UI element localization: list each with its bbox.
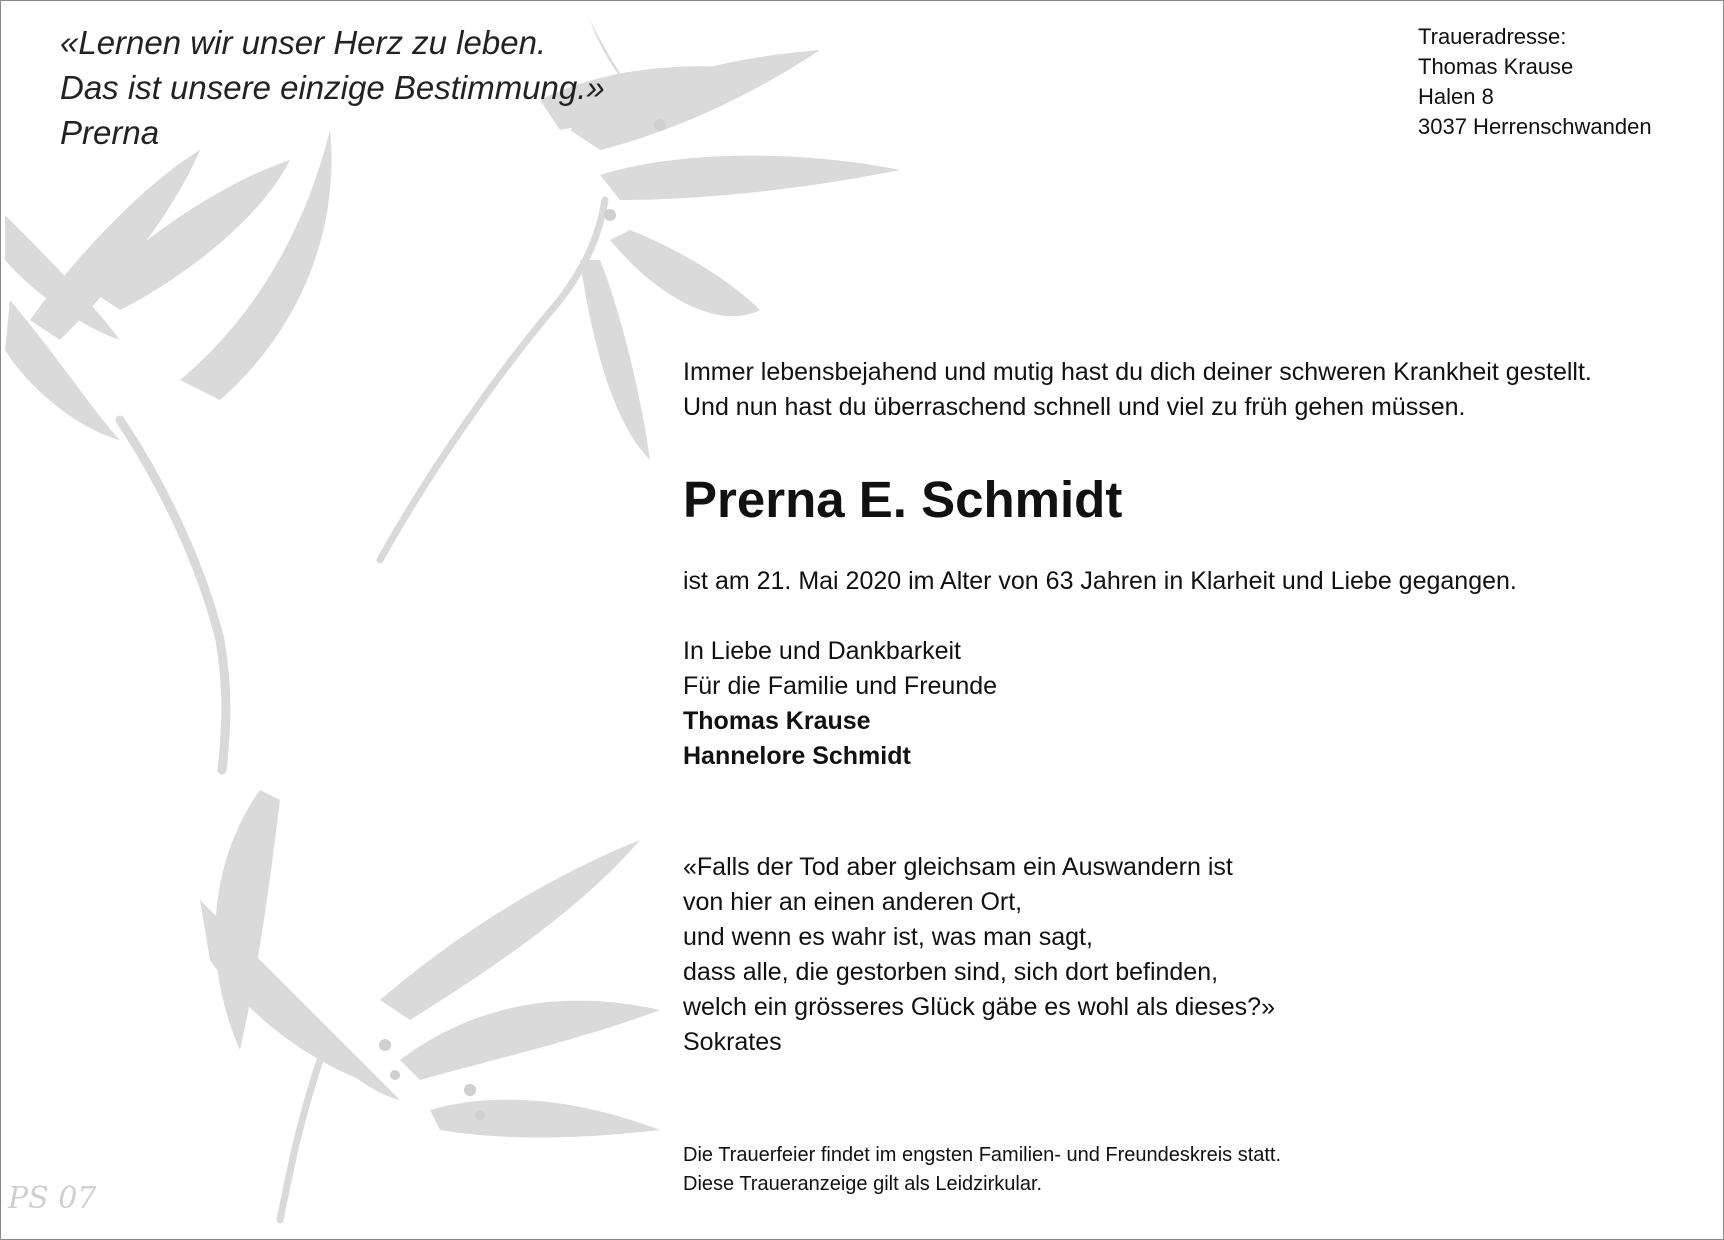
signature-block: [683, 634, 997, 774]
signature-line: In Liebe und Dankbarkeit: [683, 637, 961, 665]
stamen-5: [654, 119, 666, 131]
petal-lower-5: [430, 1100, 660, 1138]
petal-top-3: [600, 156, 900, 200]
footer-note: [683, 1141, 1281, 1199]
stamen-3: [464, 1084, 476, 1096]
stem-mid: [380, 200, 605, 560]
mourning-address: [1418, 22, 1652, 142]
petal-top-4: [610, 230, 760, 316]
address-name: Thomas Krause: [1418, 54, 1574, 79]
address-label: Traueradresse:: [1418, 24, 1567, 49]
quote-line: dass alle, die gestorben sind, sich dort befinden,: [683, 958, 1219, 986]
motto-quote: [60, 20, 605, 155]
motto-line: «Lernen wir unser Herz zu leben.: [60, 24, 547, 61]
address-city: 3037 Herrenschwanden: [1418, 114, 1652, 139]
death-notice: ist am 21. Mai 2020 im Alter von 63 Jahren in Klarheit und Liebe gegangen.: [683, 567, 1517, 595]
intro-text: [683, 355, 1592, 425]
quote-line: welch ein grösseres Glück gäbe es wohl als dieses?»: [683, 993, 1275, 1021]
stamen-6: [604, 209, 616, 221]
quote-author: Sokrates: [683, 1028, 782, 1056]
motto-line: Das ist unsere einzige Bestimmung.»: [60, 69, 605, 106]
deceased-name: Prerna E. Schmidt: [683, 471, 1123, 528]
petal-lower-4: [400, 1001, 660, 1080]
signature-line: Für die Familie und Freunde: [683, 672, 998, 700]
motto-author: Prerna: [60, 114, 160, 151]
quote-line: von hier an einen anderen Ort,: [683, 888, 1023, 916]
quote-line: und wenn es wahr ist, was man sagt,: [683, 923, 1093, 951]
address-street: Halen 8: [1418, 84, 1494, 109]
mourner-name: Hannelore Schmidt: [683, 742, 911, 770]
footer-line: Diese Traueranzeige gilt als Leidzirkular.: [683, 1173, 1043, 1195]
mourner-name: Thomas Krause: [683, 707, 871, 735]
socrates-quote: [683, 850, 1275, 1060]
stamen-1: [379, 1039, 391, 1051]
stamen-2: [390, 1070, 400, 1080]
artist-signature: PS 07: [8, 1181, 97, 1216]
petal-lower-3: [380, 840, 640, 1020]
petal-upper-left-4: [180, 130, 332, 400]
petal-top-5: [580, 260, 650, 460]
intro-line: Und nun hast du überraschend schnell und viel zu früh gehen müssen.: [683, 393, 1466, 421]
stem-lower: [280, 1060, 320, 1220]
stamen-4: [475, 1110, 485, 1120]
intro-line: Immer lebensbejahend und mutig hast du dich deiner schweren Krankheit gestellt.: [683, 358, 1592, 386]
footer-line: Die Trauerfeier findet im engsten Familien- und Freundeskreis statt.: [683, 1144, 1282, 1166]
stem-upper: [120, 420, 226, 770]
quote-line: «Falls der Tod aber gleichsam ein Auswandern ist: [683, 853, 1233, 881]
